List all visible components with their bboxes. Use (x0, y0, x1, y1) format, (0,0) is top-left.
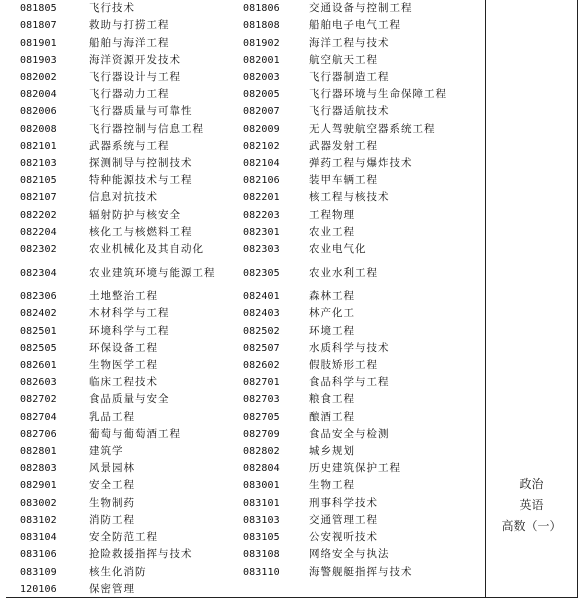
table-row (6, 357, 485, 374)
major-name: 工程物理 (309, 208, 355, 221)
major-code: 082204 (20, 226, 57, 238)
table-row (6, 495, 485, 512)
major-name: 武器发射工程 (309, 139, 378, 152)
major-name: 海警舰艇指挥与技术 (309, 565, 413, 578)
major-name: 核生化消防 (89, 565, 147, 578)
table-row (6, 258, 485, 288)
major-name: 公安视听技术 (309, 531, 378, 544)
table-row (6, 546, 485, 563)
major-code: 082705 (243, 411, 280, 423)
major-code: 082103 (20, 157, 57, 169)
major-code: 082102 (243, 140, 280, 152)
table-row (6, 86, 485, 103)
major-name: 飞行器环境与生命保障工程 (309, 88, 447, 101)
major-code: 082004 (20, 89, 57, 101)
major-name: 信息对抗技术 (89, 191, 158, 204)
table-row (6, 581, 485, 598)
major-name: 装甲车辆工程 (309, 174, 378, 187)
table-row (6, 563, 485, 580)
table-row (6, 189, 485, 206)
major-code: 082801 (20, 446, 57, 458)
major-name: 林产化工 (309, 307, 355, 320)
table-row (6, 374, 485, 391)
major-code: 082303 (243, 243, 280, 255)
table-row (6, 103, 485, 120)
table-row (6, 512, 485, 529)
major-name: 刑事科学技术 (309, 496, 378, 509)
major-code: 082709 (243, 428, 280, 440)
table-row (6, 409, 485, 426)
major-name: 水质科学与技术 (309, 341, 390, 354)
major-code: 082305 (243, 267, 280, 279)
major-code: 082001 (243, 54, 280, 66)
table-row (6, 34, 485, 51)
major-code: 082501 (20, 325, 57, 337)
major-code: 082507 (243, 342, 280, 354)
major-code: 083102 (20, 514, 57, 526)
table-row (6, 69, 485, 86)
major-code: 083108 (243, 549, 280, 561)
table-row (6, 52, 485, 69)
table-row (6, 529, 485, 546)
major-code: 081805 (20, 3, 57, 15)
major-name: 航空航天工程 (309, 53, 378, 66)
major-code: 082901 (20, 480, 57, 492)
major-name: 酿酒工程 (309, 410, 355, 423)
major-name: 船舶电子电气工程 (309, 19, 401, 32)
major-name: 食品安全与检测 (309, 427, 390, 440)
major-code: 083001 (243, 480, 280, 492)
major-name: 临床工程技术 (89, 376, 158, 389)
major-name: 交通设备与控制工程 (309, 2, 413, 15)
major-name: 交通管理工程 (309, 513, 378, 526)
table-row (6, 172, 485, 189)
major-name: 消防工程 (89, 513, 135, 526)
table-row (6, 120, 485, 137)
major-code: 082502 (243, 325, 280, 337)
major-code: 082403 (243, 308, 280, 320)
major-code: 082009 (243, 123, 280, 135)
table-row (6, 305, 485, 322)
table-row (6, 155, 485, 172)
major-name: 海洋资源开发技术 (89, 53, 181, 66)
major-name: 核工程与核技术 (309, 191, 390, 204)
major-code: 082601 (20, 360, 57, 372)
major-code: 081807 (20, 20, 57, 32)
table-row (6, 206, 485, 223)
major-name: 木材科学与工程 (89, 307, 170, 320)
major-code: 083105 (243, 532, 280, 544)
major-code: 083101 (243, 497, 280, 509)
table-row (6, 460, 485, 477)
major-name: 无人驾驶航空器系统工程 (309, 122, 436, 135)
major-name: 风景园林 (89, 462, 135, 475)
major-code: 082201 (243, 192, 280, 204)
major-code: 082505 (20, 342, 57, 354)
major-name: 武器系统与工程 (89, 139, 170, 152)
major-name: 农业电气化 (309, 242, 367, 255)
major-code: 082101 (20, 140, 57, 152)
major-code: 082602 (243, 360, 280, 372)
subject-english: 英语 (519, 498, 544, 512)
major-name: 飞行器设计与工程 (89, 70, 181, 83)
major-name: 城乡规划 (309, 445, 355, 458)
major-name: 海洋工程与技术 (309, 36, 390, 49)
major-name: 食品科学与工程 (309, 376, 390, 389)
major-code: 082202 (20, 209, 57, 221)
major-name: 环境工程 (309, 324, 355, 337)
major-code: 083103 (243, 514, 280, 526)
major-code: 081808 (243, 20, 280, 32)
major-name: 船舶与海洋工程 (89, 36, 170, 49)
major-code: 083110 (243, 566, 280, 578)
major-code: 082008 (20, 123, 57, 135)
major-code: 083104 (20, 532, 57, 544)
major-name: 网络安全与执法 (309, 548, 390, 561)
major-code: 082005 (243, 89, 280, 101)
table-row (6, 426, 485, 443)
major-code: 082703 (243, 394, 280, 406)
course-rows (6, 0, 485, 598)
major-name: 农业水利工程 (309, 266, 378, 279)
major-code: 082704 (20, 411, 57, 423)
major-code: 081901 (20, 37, 57, 49)
major-name: 乳品工程 (89, 410, 135, 423)
subject-math: 高数（一） (501, 519, 562, 533)
major-name: 抢险救援指挥与技术 (89, 548, 193, 561)
major-code: 083109 (20, 566, 57, 578)
major-code: 082802 (243, 446, 280, 458)
major-code: 082104 (243, 157, 280, 169)
major-code: 082007 (243, 106, 280, 118)
major-code: 083106 (20, 549, 57, 561)
major-name: 环保设备工程 (89, 341, 158, 354)
major-name: 生物工程 (309, 479, 355, 492)
major-name: 历史建筑保护工程 (309, 462, 401, 475)
major-name: 农业机械化及其自动化 (89, 242, 204, 255)
major-code: 081903 (20, 54, 57, 66)
table-row (6, 340, 485, 357)
major-name: 森林工程 (309, 290, 355, 303)
major-name: 生物制药 (89, 496, 135, 509)
major-name: 食品质量与安全 (89, 393, 170, 406)
major-code: 082706 (20, 428, 57, 440)
major-code: 082306 (20, 291, 57, 303)
subject-politics: 政治 (519, 477, 544, 491)
major-name: 探测制导与控制技术 (89, 156, 193, 169)
major-code: 081902 (243, 37, 280, 49)
major-name: 环境科学与工程 (89, 324, 170, 337)
major-name: 飞行器动力工程 (89, 88, 170, 101)
major-name: 飞行器制造工程 (309, 70, 390, 83)
table-row (6, 224, 485, 241)
major-code: 082107 (20, 192, 57, 204)
major-code: 120106 (20, 583, 57, 595)
table-row (6, 0, 485, 17)
table-row (6, 391, 485, 408)
major-name: 救助与打捞工程 (89, 19, 170, 32)
major-code: 082302 (20, 243, 57, 255)
major-code: 082002 (20, 71, 57, 83)
major-code: 082701 (243, 377, 280, 389)
major-name: 飞行器质量与可靠性 (89, 105, 193, 118)
major-name: 建筑学 (89, 445, 124, 458)
major-code: 082006 (20, 106, 57, 118)
table-row (6, 138, 485, 155)
major-code: 081806 (243, 3, 280, 15)
bottom-border (6, 597, 578, 598)
major-name: 粮食工程 (309, 393, 355, 406)
major-code: 083002 (20, 497, 57, 509)
major-name: 飞行器控制与信息工程 (89, 122, 204, 135)
major-name: 葡萄与葡萄酒工程 (89, 427, 181, 440)
major-code: 082402 (20, 308, 57, 320)
major-name: 农业工程 (309, 225, 355, 238)
major-code: 082003 (243, 71, 280, 83)
course-table (6, 0, 578, 598)
major-name: 生物医学工程 (89, 359, 158, 372)
major-code: 082203 (243, 209, 280, 221)
major-code: 082401 (243, 291, 280, 303)
major-name: 核化工与核燃料工程 (89, 225, 193, 238)
major-name: 农业建筑环境与能源工程 (89, 267, 216, 280)
exam-subjects (485, 474, 578, 537)
table-row (6, 17, 485, 34)
major-code: 082105 (20, 175, 57, 187)
major-name: 弹药工程与爆炸技术 (309, 156, 413, 169)
major-name: 保密管理 (89, 582, 135, 595)
major-code: 082106 (243, 175, 280, 187)
table-row (6, 323, 485, 340)
table-row (6, 241, 485, 258)
major-name: 假肢矫形工程 (309, 359, 378, 372)
major-code: 082803 (20, 463, 57, 475)
major-code: 082301 (243, 226, 280, 238)
major-name: 特种能源技术与工程 (89, 174, 193, 187)
major-code: 082603 (20, 377, 57, 389)
major-code: 082804 (243, 463, 280, 475)
table-row (6, 477, 485, 494)
major-code: 082702 (20, 394, 57, 406)
table-row (6, 443, 485, 460)
major-name: 辐射防护与核安全 (89, 208, 181, 221)
major-name: 飞行技术 (89, 2, 135, 15)
major-name: 安全工程 (89, 479, 135, 492)
major-name: 飞行器适航技术 (309, 105, 390, 118)
major-name: 安全防范工程 (89, 531, 158, 544)
table-row (6, 288, 485, 305)
major-code: 082304 (20, 267, 57, 279)
major-name: 土地整治工程 (89, 290, 158, 303)
